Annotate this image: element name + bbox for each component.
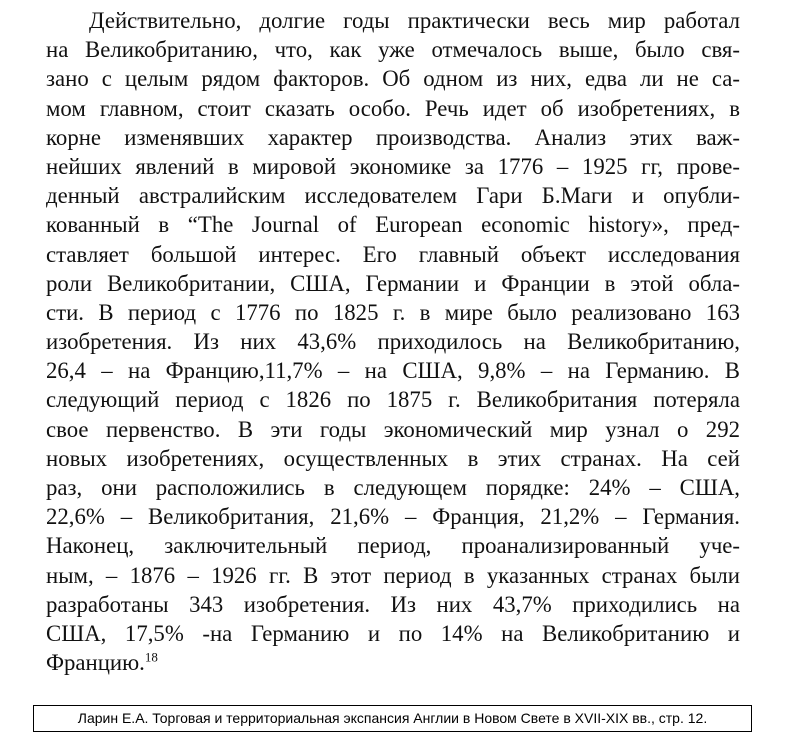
paragraph-line: 26,4 – на Францию,11,7% – на США, 9,8% – на Германию. В: [46, 358, 740, 384]
source-citation: Ларин Е.А. Торговая и территориальная экспансия Англии в Новом Свете в XVII-XIX вв., стр. 12.: [33, 705, 752, 732]
paragraph-line: Наконец, заключительный период, проанализированный уче-: [46, 533, 740, 559]
paragraph-line: изобретения. Из них 43,6% приходилось на Великобританию,: [46, 329, 740, 355]
paragraph-last-line: [46, 648, 740, 677]
paragraph-line: США, 17,5% -на Германию и по 14% на Великобританию и: [46, 620, 740, 646]
paragraph-line: кованный в “The Journal of European economic history», пред-: [46, 212, 740, 238]
paragraph-line: роли Великобритании, США, Германии и Франции в этой обла-: [46, 270, 740, 296]
paragraph-line: нейших явлений в мировой экономике за 1776 – 1925 гг, прове-: [46, 153, 740, 179]
paragraph-line: Действительно, долгие годы практически весь мир работал: [89, 8, 740, 33]
paragraph-line: сти. В период с 1776 по 1825 г. в мире было реализовано 163: [46, 299, 740, 325]
paragraph-line: свое первенство. В эти годы экономический мир узнал о 292: [46, 416, 740, 442]
paragraph-line: новых изобретениях, осуществленных в этих странах. На сей: [46, 445, 740, 471]
paragraph-line: разработаны 343 изобретения. Из них 43,7% приходились на: [46, 591, 740, 617]
paragraph-line: на Великобританию, что, как уже отмечалось выше, было свя-: [46, 37, 740, 63]
paragraph-line-text: Францию.: [46, 650, 145, 676]
paragraph-line: мом главном, стоит сказать особо. Речь идет об изобретениях, в: [46, 95, 740, 121]
paragraph-line: следующий период с 1826 по 1875 г. Великобритания потеряла: [46, 387, 740, 413]
document-body: [46, 6, 740, 677]
paragraph-line: корне изменявших характер производства. Анализ этих важ-: [46, 124, 740, 150]
footnote-marker: 18: [144, 649, 158, 665]
paragraph-line: зано с целым рядом факторов. Об одном из них, едва ли не са-: [46, 66, 740, 92]
paragraph-line: 22,6% – Великобритания, 21,6% – Франция, 21,2% – Германия.: [46, 504, 740, 530]
paragraph-line: ставляет большой интерес. Его главный объект исследования: [46, 241, 740, 267]
paragraph-line: раз, они расположились в следующем порядке: 24% – США,: [46, 475, 740, 500]
paragraph-line: денный австралийским исследователем Гари Б.Маги и опубли-: [46, 183, 740, 209]
paragraph-line: ным, – 1876 – 1926 гг. В этот период в указанных странах были: [46, 562, 740, 588]
main-paragraph: [46, 6, 740, 677]
